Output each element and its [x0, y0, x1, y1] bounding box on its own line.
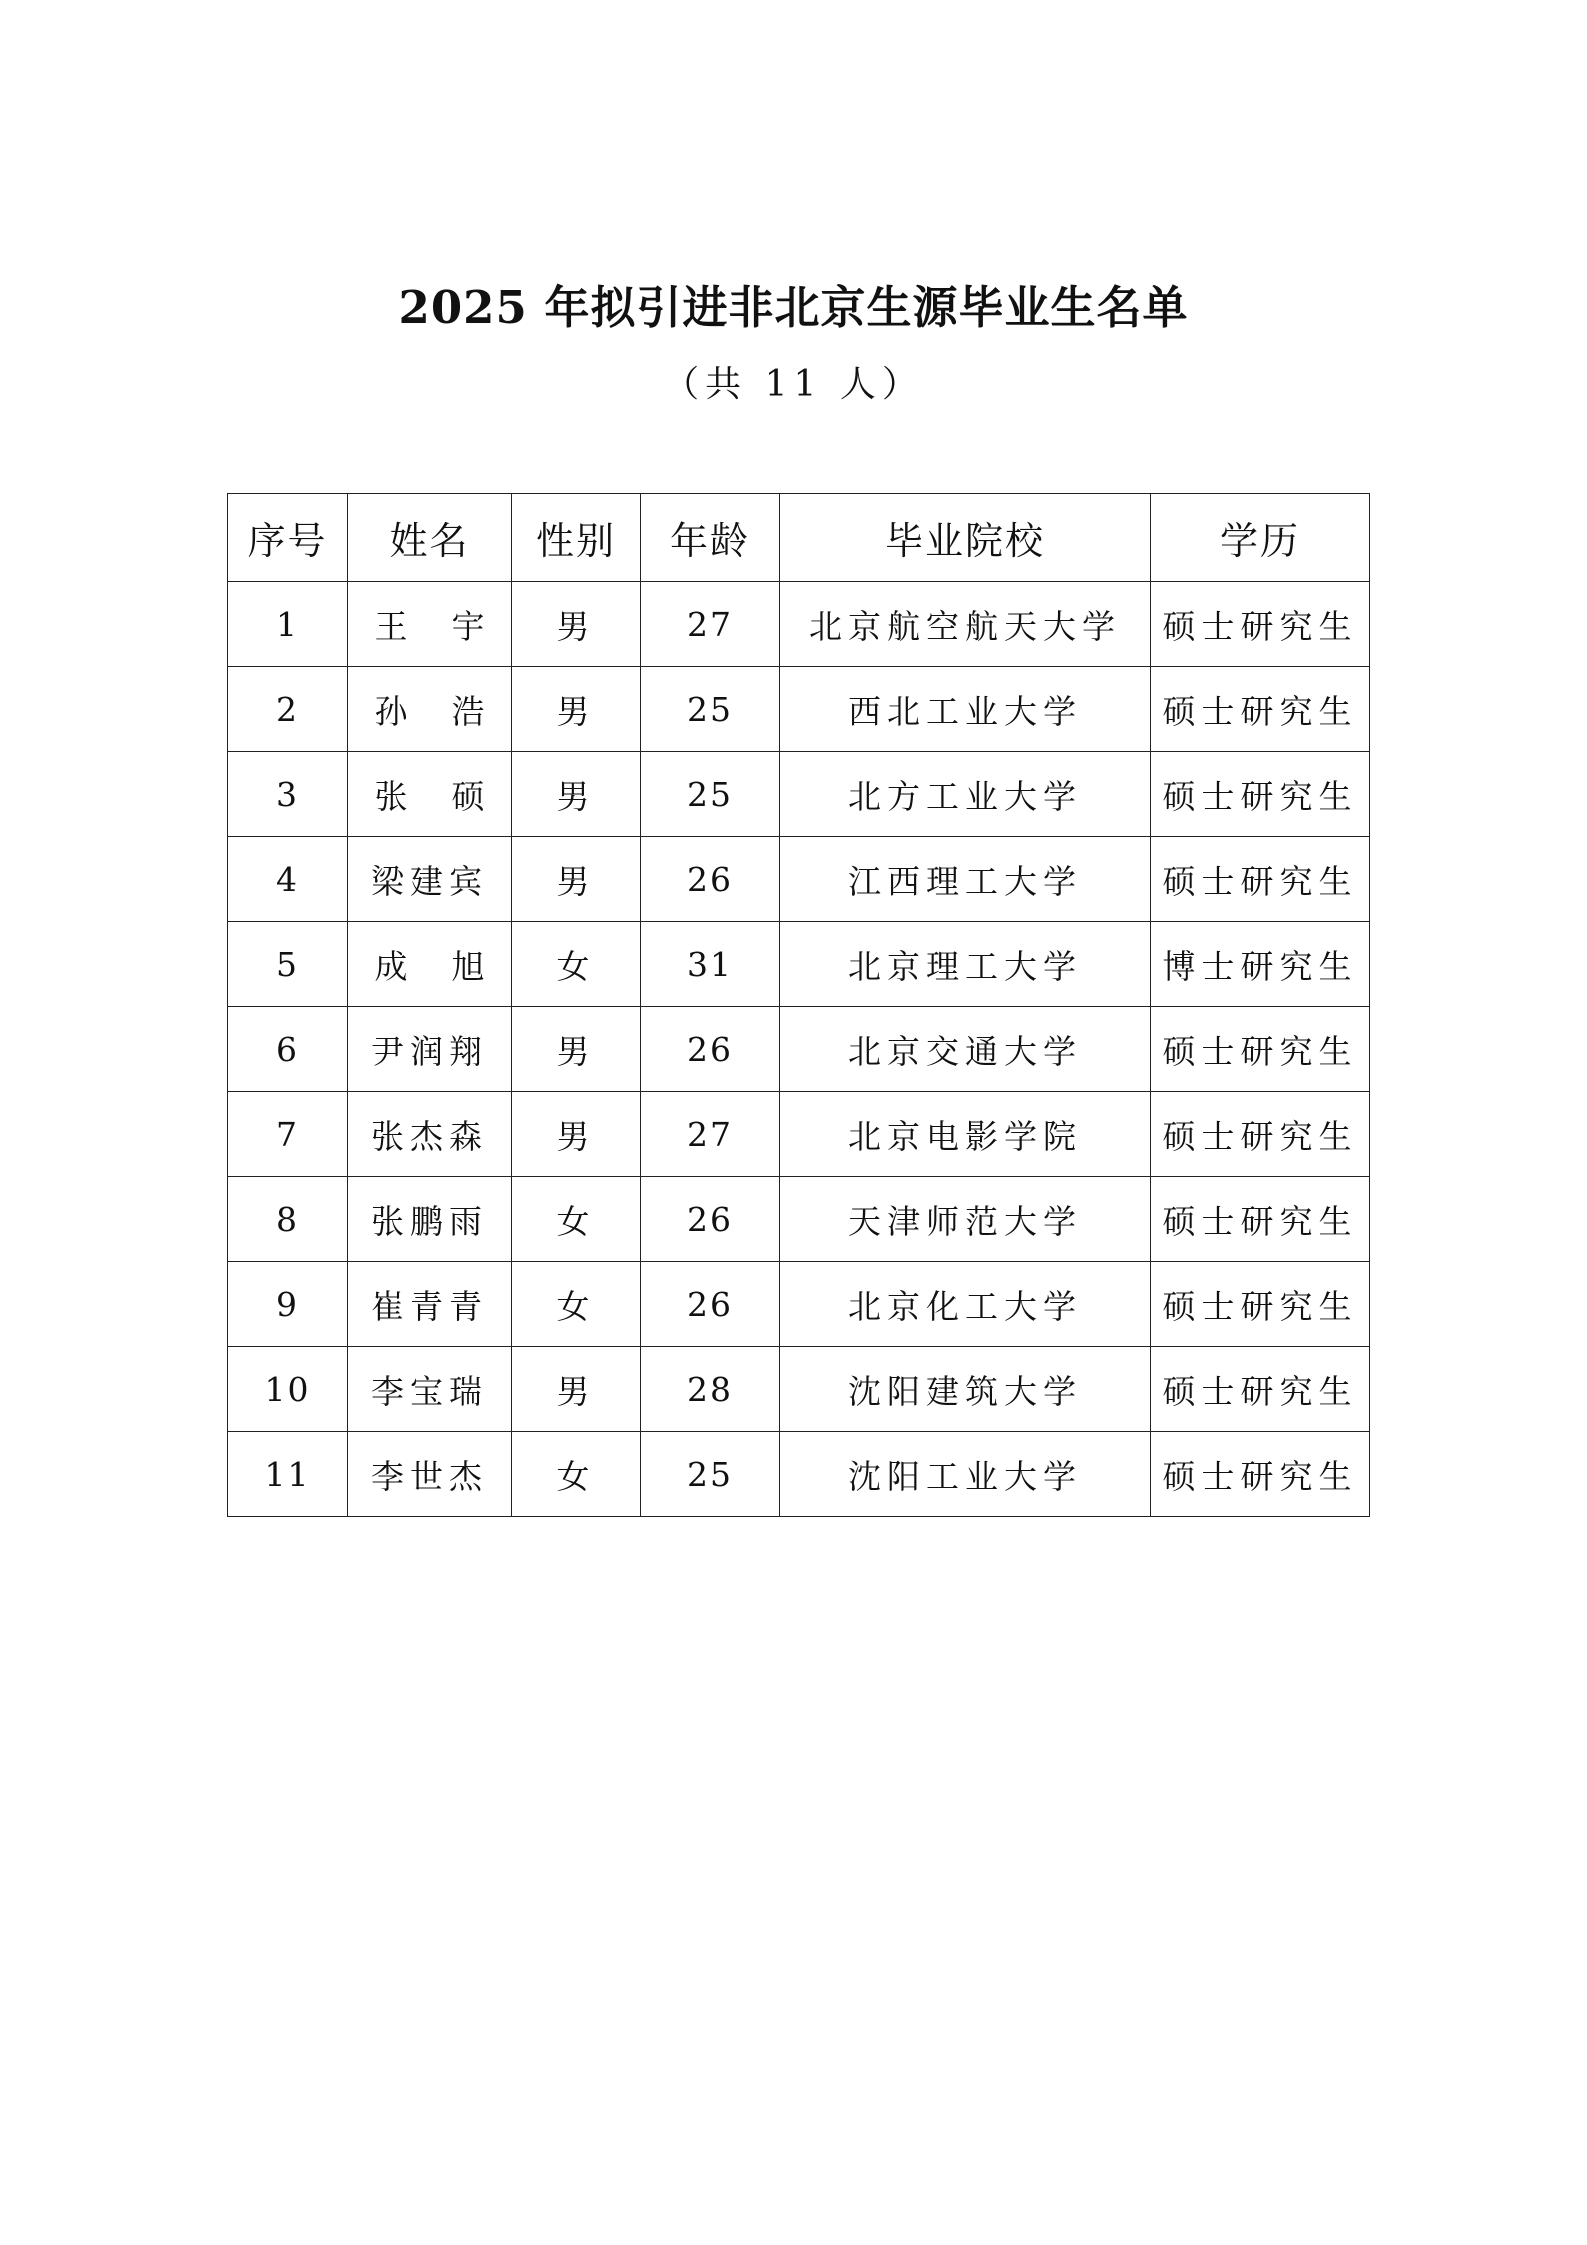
- graduate-roster-table: [227, 493, 1370, 1517]
- cell-index: 11: [228, 1432, 348, 1517]
- cell-age: 26: [641, 1262, 780, 1347]
- cell-degree: 硕士研究生: [1151, 1007, 1370, 1092]
- table-header-row: [228, 494, 1370, 582]
- cell-degree: 硕士研究生: [1151, 1347, 1370, 1432]
- cell-name: [348, 582, 512, 667]
- table-row: [228, 837, 1370, 922]
- cell-age: 25: [641, 1432, 780, 1517]
- cell-school: 北京理工大学: [780, 922, 1151, 1007]
- cell-index: 2: [228, 667, 348, 752]
- cell-age: 31: [641, 922, 780, 1007]
- cell-school: 沈阳工业大学: [780, 1432, 1151, 1517]
- header-school: 毕业院校: [780, 494, 1151, 582]
- cell-name: [348, 922, 512, 1007]
- cell-degree: 硕士研究生: [1151, 1432, 1370, 1517]
- table-row: [228, 1432, 1370, 1517]
- header-index: 序号: [228, 494, 348, 582]
- cell-name: 李世杰: [348, 1432, 512, 1517]
- cell-degree: 硕士研究生: [1151, 582, 1370, 667]
- cell-age: 27: [641, 582, 780, 667]
- cell-degree: 硕士研究生: [1151, 1262, 1370, 1347]
- cell-index: 10: [228, 1347, 348, 1432]
- table-row: [228, 1007, 1370, 1092]
- table-row: [228, 1177, 1370, 1262]
- document-subtitle: （共 11 人）: [663, 364, 924, 405]
- cell-age: 28: [641, 1347, 780, 1432]
- header-degree: 学历: [1151, 494, 1370, 582]
- cell-index: 6: [228, 1007, 348, 1092]
- cell-degree: 硕士研究生: [1151, 837, 1370, 922]
- name-text: 张 硕: [374, 776, 485, 816]
- cell-degree: 硕士研究生: [1151, 1092, 1370, 1177]
- name-text: 王 宇: [374, 606, 485, 646]
- cell-index: 4: [228, 837, 348, 922]
- table-body: [228, 582, 1370, 1517]
- cell-age: 26: [641, 1177, 780, 1262]
- cell-index: 7: [228, 1092, 348, 1177]
- cell-school: 北方工业大学: [780, 752, 1151, 837]
- cell-index: 1: [228, 582, 348, 667]
- table-row: [228, 922, 1370, 1007]
- cell-gender: 女: [512, 922, 641, 1007]
- cell-gender: 男: [512, 667, 641, 752]
- table-row: [228, 1347, 1370, 1432]
- name-text: 成 旭: [374, 946, 485, 986]
- cell-school: 天津师范大学: [780, 1177, 1151, 1262]
- cell-gender: 女: [512, 1262, 641, 1347]
- cell-gender: 女: [512, 1432, 641, 1517]
- cell-gender: 男: [512, 837, 641, 922]
- cell-gender: 男: [512, 752, 641, 837]
- cell-degree: 博士研究生: [1151, 922, 1370, 1007]
- cell-gender: 男: [512, 1347, 641, 1432]
- header-age: 年龄: [641, 494, 780, 582]
- cell-degree: 硕士研究生: [1151, 752, 1370, 837]
- cell-school: 北京航空航天大学: [780, 582, 1151, 667]
- document-title: 2025 年拟引进非北京生源毕业生名单: [398, 281, 1189, 334]
- cell-gender: 男: [512, 582, 641, 667]
- cell-index: 5: [228, 922, 348, 1007]
- table-row: [228, 752, 1370, 837]
- cell-age: 25: [641, 752, 780, 837]
- name-text: 孙 浩: [374, 691, 485, 731]
- cell-age: 26: [641, 837, 780, 922]
- cell-school: 北京电影学院: [780, 1092, 1151, 1177]
- table-row: [228, 582, 1370, 667]
- header-name: 姓名: [348, 494, 512, 582]
- cell-school: 沈阳建筑大学: [780, 1347, 1151, 1432]
- cell-school: 北京化工大学: [780, 1262, 1151, 1347]
- cell-name: 张鹏雨: [348, 1177, 512, 1262]
- cell-name: 崔青青: [348, 1262, 512, 1347]
- cell-age: 26: [641, 1007, 780, 1092]
- cell-index: 9: [228, 1262, 348, 1347]
- cell-school: 北京交通大学: [780, 1007, 1151, 1092]
- table-row: [228, 667, 1370, 752]
- table-row: [228, 1262, 1370, 1347]
- cell-degree: 硕士研究生: [1151, 1177, 1370, 1262]
- cell-age: 27: [641, 1092, 780, 1177]
- cell-age: 25: [641, 667, 780, 752]
- cell-name: 梁建宾: [348, 837, 512, 922]
- cell-name: [348, 752, 512, 837]
- cell-school: 江西理工大学: [780, 837, 1151, 922]
- cell-school: 西北工业大学: [780, 667, 1151, 752]
- cell-index: 8: [228, 1177, 348, 1262]
- header-gender: 性别: [512, 494, 641, 582]
- cell-gender: 男: [512, 1007, 641, 1092]
- table-row: [228, 1092, 1370, 1177]
- cell-index: 3: [228, 752, 348, 837]
- cell-name: 张杰森: [348, 1092, 512, 1177]
- cell-gender: 男: [512, 1092, 641, 1177]
- cell-name: [348, 667, 512, 752]
- cell-name: 李宝瑞: [348, 1347, 512, 1432]
- cell-gender: 女: [512, 1177, 641, 1262]
- cell-name: 尹润翔: [348, 1007, 512, 1092]
- cell-degree: 硕士研究生: [1151, 667, 1370, 752]
